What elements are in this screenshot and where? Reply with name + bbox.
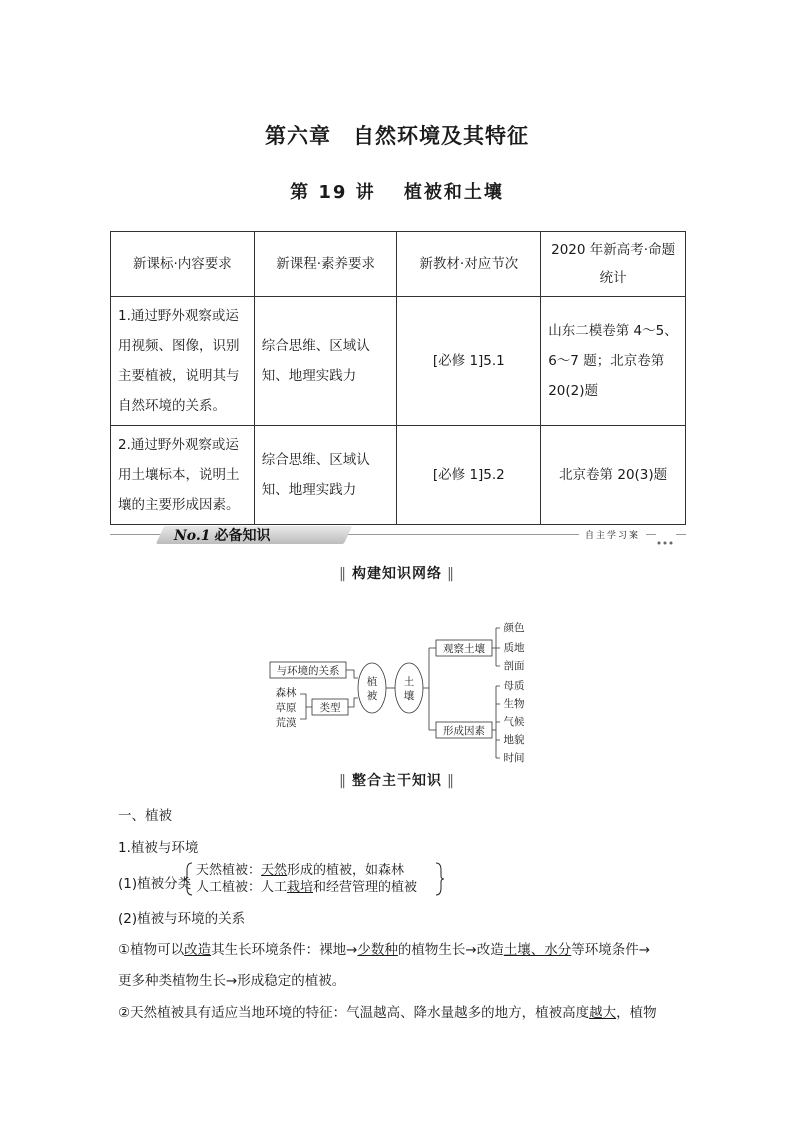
paragraph-2 xyxy=(118,1001,657,1021)
p1-text: 等环境条件→ xyxy=(571,942,651,958)
observe-item: 剖面 xyxy=(503,660,525,672)
artificial-prefix: 人工植被：人工 xyxy=(196,880,288,895)
table-cell: [必修 1]5.1 xyxy=(397,297,541,426)
heading-vegetation: 一、植被 xyxy=(118,808,172,824)
type-label: 类型 xyxy=(319,702,341,714)
table-cell: 综合思维、区域认知、地理实践力 xyxy=(254,297,397,426)
bracket-icon: ‖ xyxy=(447,773,455,789)
table-cell: [必修 1]5.2 xyxy=(397,426,541,525)
natural-prefix: 天然植被： xyxy=(196,863,262,878)
section-subtitle: 自主学习案 xyxy=(579,528,646,541)
artificial-suffix: 和经营管理的植被 xyxy=(313,880,418,895)
factor-item: 母质 xyxy=(503,680,525,692)
factor-item: 气候 xyxy=(503,716,525,728)
soil-node xyxy=(395,663,423,713)
p2-answer: 越大 xyxy=(589,1005,617,1021)
heading-veg-env: 1.植被与环境 xyxy=(118,840,199,856)
chapter-title: 第六章 自然环境及其特征 xyxy=(265,124,529,148)
type-item: 草原 xyxy=(275,702,297,714)
observe-item: 质地 xyxy=(503,642,525,654)
p1-text: 其生长环境条件：裸地→ xyxy=(211,942,358,958)
classify-lines xyxy=(196,862,417,896)
table-header-cell: 新课标·内容要求 xyxy=(111,232,255,297)
knowledge-mindmap xyxy=(266,612,546,772)
soil-char: 土 xyxy=(403,676,415,688)
table-header-cell: 2020 年新高考·命题统计 xyxy=(541,232,686,297)
bracket-icon: ‖ xyxy=(339,773,347,789)
soil-char: 壤 xyxy=(403,690,415,702)
p1-answer: 少数种 xyxy=(357,942,398,958)
natural-answer: 天然 xyxy=(261,863,288,878)
observe-item: 颜色 xyxy=(503,622,525,634)
divider-end-icon xyxy=(656,531,676,537)
right-brace-icon xyxy=(434,862,444,896)
integrate-heading xyxy=(0,770,794,790)
env-label: 与环境的关系 xyxy=(276,665,340,677)
p1-text: 的植物生长→改造 xyxy=(397,942,504,958)
factors-label: 形成因素 xyxy=(443,725,485,737)
natural-vegetation-line xyxy=(196,862,417,879)
network-title: 构建知识网络 xyxy=(352,566,442,582)
heading-relationship: (2)植被与环境的关系 xyxy=(118,911,246,927)
classify-label: (1)植被分类 xyxy=(118,876,192,892)
p1-answer: 土壤、水分 xyxy=(503,942,572,958)
table-cell: 综合思维、区域认知、地理实践力 xyxy=(254,426,397,525)
vegetation-node xyxy=(358,663,386,713)
section-number: No.1 xyxy=(174,528,211,544)
table-header-cell: 新教材·对应节次 xyxy=(397,232,541,297)
paragraph-1 xyxy=(118,938,650,958)
section-label: 必备知识 xyxy=(214,528,271,544)
table-cell: 2.通过野外观察或运用土壤标本，说明土壤的主要形成因素。 xyxy=(111,426,255,525)
observe-label: 观察土壤 xyxy=(443,643,485,655)
natural-suffix: 形成的植被，如森林 xyxy=(287,863,405,878)
section-tab xyxy=(174,525,271,545)
table-cell: 山东二模卷第 4～5、6～7 题；北京卷第 20(2)题 xyxy=(541,297,686,426)
p1-text: ①植物可以 xyxy=(118,942,185,958)
table-row xyxy=(111,297,686,426)
classification-block xyxy=(118,862,458,896)
table-cell: 北京卷第 20(3)题 xyxy=(541,426,686,525)
type-item: 森林 xyxy=(275,687,297,699)
factor-item: 生物 xyxy=(503,698,525,710)
artificial-vegetation-line xyxy=(196,879,417,896)
bracket-icon: ‖ xyxy=(339,566,347,582)
requirements-table xyxy=(110,231,686,525)
table-header-cell: 新课程·素养要求 xyxy=(254,232,397,297)
left-brace-icon xyxy=(184,862,194,896)
factor-item: 地貌 xyxy=(503,734,525,746)
p2-text: ，植物 xyxy=(616,1005,657,1021)
veg-char: 被 xyxy=(366,690,378,702)
section-bar xyxy=(110,524,686,546)
bracket-icon: ‖ xyxy=(447,566,455,582)
table-row xyxy=(111,426,686,525)
integrate-title: 整合主干知识 xyxy=(352,773,442,789)
p1-answer: 改造 xyxy=(184,942,212,958)
factor-item: 时间 xyxy=(503,752,525,764)
veg-char: 植 xyxy=(366,676,378,688)
paragraph-1-cont: 更多种类植物生长→形成稳定的植被。 xyxy=(118,973,346,989)
lecture-title: 第 19 讲 植被和土壤 xyxy=(290,182,504,203)
table-header-row xyxy=(111,232,686,297)
network-heading xyxy=(0,563,794,583)
artificial-answer: 栽培 xyxy=(287,880,314,895)
table-cell: 1.通过野外观察或运用视频、图像，识别主要植被，说明其与自然环境的关系。 xyxy=(111,297,255,426)
p2-text: ②天然植被具有适应当地环境的特征：气温越高、降水量越多的地方，植被高度 xyxy=(118,1005,590,1021)
type-item: 荒漠 xyxy=(275,717,297,729)
